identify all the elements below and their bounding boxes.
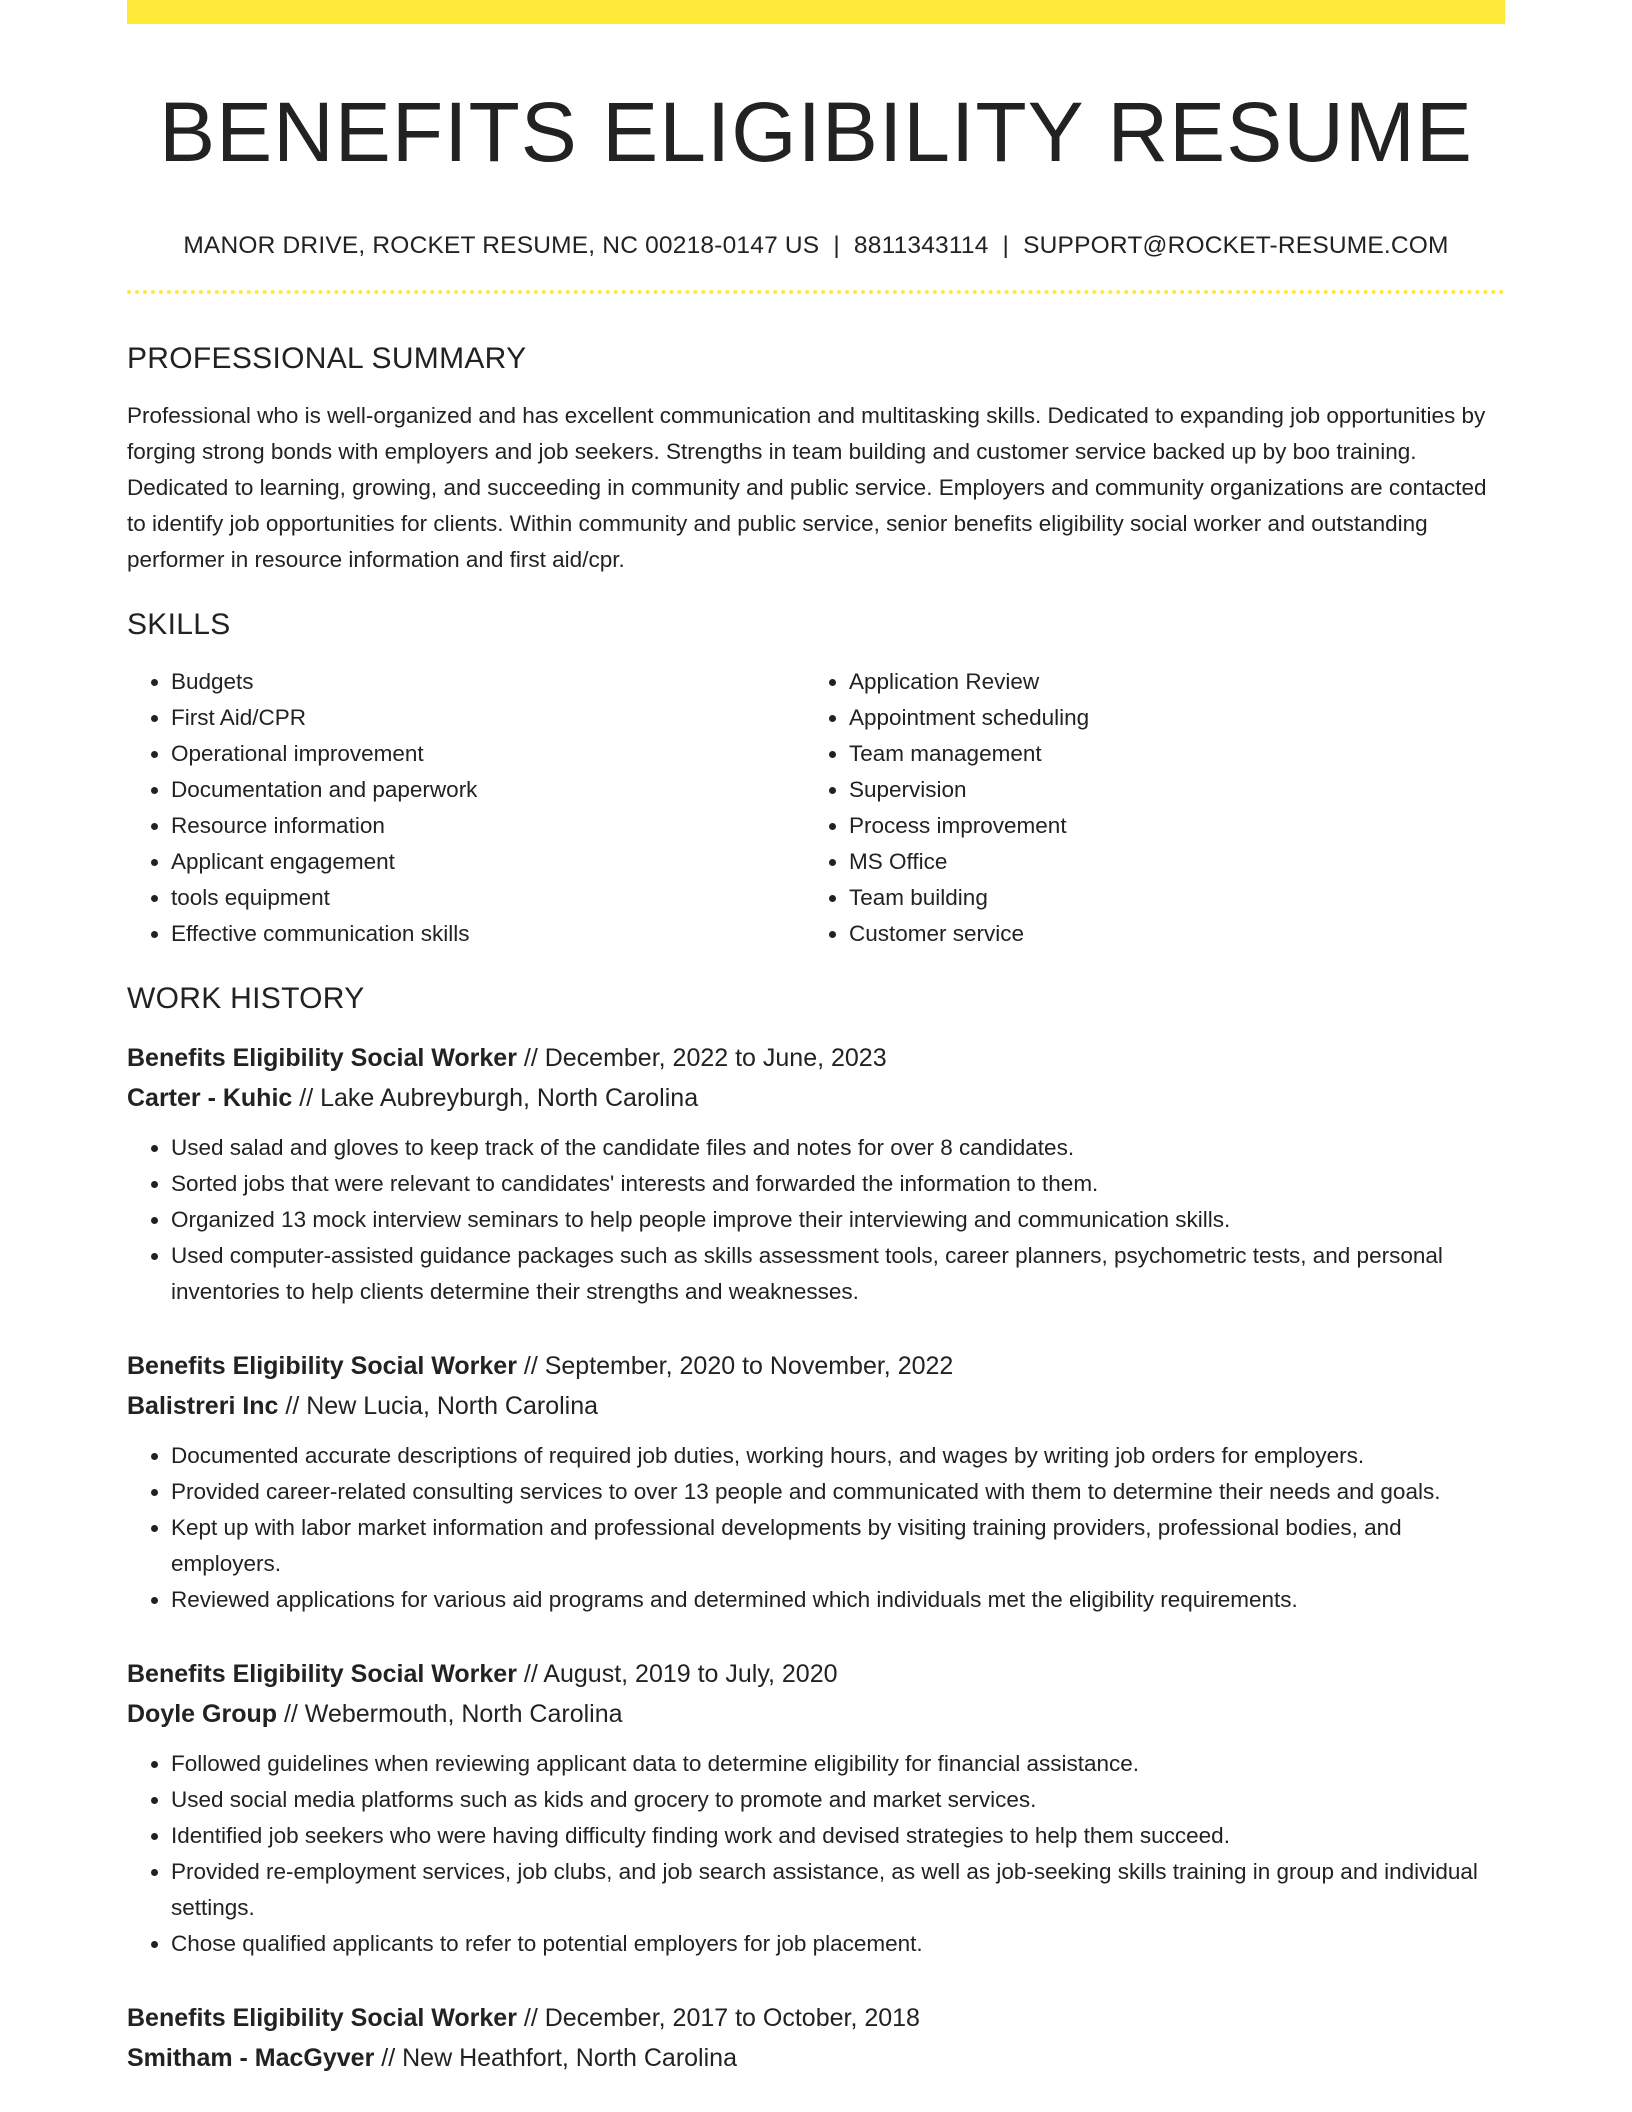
skill-item: • Applicant engagement <box>171 844 805 880</box>
job-location: // Lake Aubreyburgh, North Carolina <box>292 1084 699 1113</box>
job-bullet: • Chose qualified applicants to refer to potential employers for job placement. <box>171 1926 1505 1962</box>
job-company: Carter - Kuhic <box>127 1084 293 1113</box>
contact-separator: | <box>833 232 840 260</box>
job-company: Balistreri Inc <box>127 1392 279 1421</box>
skills-list-left <box>127 664 805 952</box>
work-history-heading: WORK HISTORY <box>127 982 365 1016</box>
skill-item: • Process improvement <box>849 808 1483 844</box>
job-bullet: • Followed guidelines when reviewing applicant data to determine eligibility for financial assistance. <box>171 1746 1505 1782</box>
job-company-line <box>127 1078 1505 1118</box>
job-bullet: • Used computer-assisted guidance packages such as skills assessment tools, career planners, psychometric tests, and personal inventories to help clients determine their strengths and weaknesses. <box>171 1238 1505 1310</box>
job-company: Smitham - MacGyver <box>127 2044 375 2073</box>
skill-item: • Operational improvement <box>171 736 805 772</box>
skill-item: • Budgets <box>171 664 805 700</box>
job-bullet: • Identified job seekers who were having difficulty finding work and devised strategies to help them succeed. <box>171 1818 1505 1854</box>
job-bullet: • Provided career-related consulting services to over 13 people and communicated with them to determine their needs and goals. <box>171 1474 1505 1510</box>
job-title-line <box>127 1346 1505 1386</box>
job-dates: // September, 2020 to November, 2022 <box>516 1352 954 1381</box>
skill-item: • MS Office <box>849 844 1483 880</box>
skill-item: • Documentation and paperwork <box>171 772 805 808</box>
job-bullet: • Reviewed applications for various aid programs and determined which individuals met the eligibility requirements. <box>171 1582 1505 1618</box>
job-bullet-list <box>127 1130 1505 1310</box>
skill-item: • Appointment scheduling <box>849 700 1483 736</box>
job-title-line <box>127 1998 1505 2038</box>
job-company-line <box>127 1694 1505 1734</box>
dotted-divider <box>127 290 1505 294</box>
job-title: Benefits Eligibility Social Worker <box>127 1660 517 1689</box>
job-dates: // August, 2019 to July, 2020 <box>516 1660 838 1689</box>
job-bullet-list <box>127 1438 1505 1618</box>
skill-item: • Team building <box>849 880 1483 916</box>
summary-heading: PROFESSIONAL SUMMARY <box>127 342 527 376</box>
skills-list-right <box>805 664 1483 952</box>
skill-item: • tools equipment <box>171 880 805 916</box>
job-bullet: • Used social media platforms such as kids and grocery to promote and market services. <box>171 1782 1505 1818</box>
summary-text: Professional who is well-organized and has excellent communication and multitasking skills. Dedicated to expanding job opportunities by forging strong bonds with employers and job seekers. Strengths in team building and customer service backed up by boo training. Dedicated to learning, growing, and succeeding in community and public service. Employers and community organizations are contacted to identify job opportunities for clients. Within community and public service, senior benefits eligibility social worker and outstanding performer in resource information and first aid/cpr. <box>127 403 1487 573</box>
job-bullet-list <box>127 1746 1505 1962</box>
work-history-list <box>127 1038 1505 2078</box>
job-bullet: • Documented accurate descriptions of required job duties, working hours, and wages by writing job orders for employers. <box>171 1438 1505 1474</box>
contact-separator: | <box>1002 232 1010 260</box>
skill-item: • Team management <box>849 736 1483 772</box>
skill-item: • Customer service <box>849 916 1483 952</box>
skill-item: • Supervision <box>849 772 1483 808</box>
skills-heading: SKILLS <box>127 608 231 642</box>
job-title-line <box>127 1654 1505 1694</box>
job-location: // Webermouth, North Carolina <box>277 1700 623 1729</box>
resume-title: BENEFITS ELIGIBILITY RESUME <box>159 85 1473 179</box>
job-location: // New Lucia, North Carolina <box>278 1392 599 1421</box>
job-entry <box>127 1346 1505 1618</box>
job-bullet: • Organized 13 mock interview seminars to help people improve their interviewing and communication skills. <box>171 1202 1505 1238</box>
job-entry <box>127 1998 1505 2078</box>
job-bullet: • Kept up with labor market information and professional developments by visiting training providers, professional bodies, and employers. <box>171 1510 1505 1582</box>
job-title-line <box>127 1038 1505 1078</box>
skill-item: • Application Review <box>849 664 1483 700</box>
job-title: Benefits Eligibility Social Worker <box>127 1352 517 1381</box>
job-entry <box>127 1038 1505 1310</box>
contact-line <box>127 232 1505 260</box>
job-bullet: • Provided re-employment services, job clubs, and job search assistance, as well as job-seeking skills training in group and individual settings. <box>171 1854 1505 1926</box>
job-bullet: • Sorted jobs that were relevant to candidates' interests and forwarded the information to them. <box>171 1166 1505 1202</box>
skill-item: • First Aid/CPR <box>171 700 805 736</box>
resume-page <box>127 0 1505 2078</box>
skill-item: • Resource information <box>171 808 805 844</box>
contact-phone: 8811343114 <box>853 232 989 260</box>
job-company-line <box>127 1386 1505 1426</box>
skills-columns <box>127 664 1505 952</box>
contact-address: MANOR DRIVE, ROCKET RESUME, NC 00218-0147 US <box>183 232 820 260</box>
job-company: Doyle Group <box>127 1700 278 1729</box>
job-bullet: • Used salad and gloves to keep track of the candidate files and notes for over 8 candidates. <box>171 1130 1505 1166</box>
job-dates: // December, 2017 to October, 2018 <box>516 2004 920 2033</box>
job-entry <box>127 1654 1505 1962</box>
contact-email[interactable]: SUPPORT@ROCKET-RESUME.COM <box>1023 232 1449 260</box>
job-title: Benefits Eligibility Social Worker <box>127 1044 517 1073</box>
job-title: Benefits Eligibility Social Worker <box>127 2004 517 2033</box>
accent-top-bar <box>127 0 1505 24</box>
skill-item: • Effective communication skills <box>171 916 805 952</box>
job-location: // New Heathfort, North Carolina <box>374 2044 737 2073</box>
job-dates: // December, 2022 to June, 2023 <box>516 1044 887 1073</box>
job-company-line <box>127 2038 1505 2078</box>
